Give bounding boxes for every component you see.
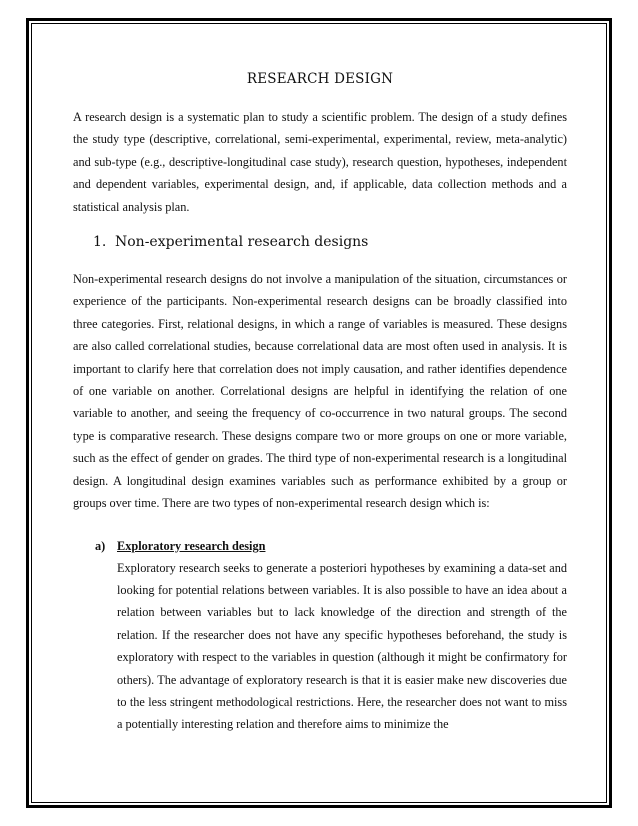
- document-title: RESEARCH DESIGN: [246, 71, 394, 87]
- subsection-letter: a): [95, 538, 106, 553]
- section-paragraph: Non-experimental research designs do not involve a manipulation of the situation, circumstances or experience of the participants. Non-experimental research designs can be broadly classified into three categories. First, relational designs, in which a range of variables is measured. These designs are also called correlational studies, because correlational data are most often used in analysis. It is important to clarify here that correlation does not imply causation, and rather identifies dependence of one variable on another. Correlational designs are helpful in identifying the relation of one variable to another, and seeing the frequency of co-occurrence in two natural groups. The second type is comparative research. These designs compare two or more groups on one or more variable, such as the effect of gender on grades. The third type of non-experimental research is a longitudinal design. A longitudinal design examines variables such as performance exhibited by a group or groups over time. There are two types of non-experimental research design which is:: [73, 272, 567, 511]
- subsection-heading-exploratory: [95, 535, 567, 557]
- section-number: 1.: [93, 234, 107, 251]
- document-body: [73, 70, 567, 736]
- section-title: Non-experimental research designs: [115, 234, 369, 251]
- section-heading-non-experimental: [93, 232, 567, 252]
- intro-paragraph: A research design is a systematic plan to study a scientific problem. The design of a study defines the study type (descriptive, correlational, semi-experimental, experimental, review, meta-analytic) and sub-type (e.g., descriptive-longitudinal case study), research question, hypotheses, independent and dependent variables, experimental design, and, if applicable, data collection methods and a statistical analysis plan.: [73, 110, 567, 214]
- subsection-title: Exploratory research design: [117, 538, 266, 553]
- subsection-paragraph: Exploratory research seeks to generate a posteriori hypotheses by examining a data-set and looking for potential relations between variables. It is also possible to have an idea about a relation between variables but to lack knowledge of the direction and strength of the relation. If the researcher does not have any specific hypotheses beforehand, the study is exploratory with respect to the variables in question (although it might be confirmatory for others). The advantage of exploratory research is that it is easier make new discoveries due to the less stringent methodological restrictions. Here, the researcher does not want to miss a potentially interesting relation and therefore aims to minimize the: [117, 560, 567, 732]
